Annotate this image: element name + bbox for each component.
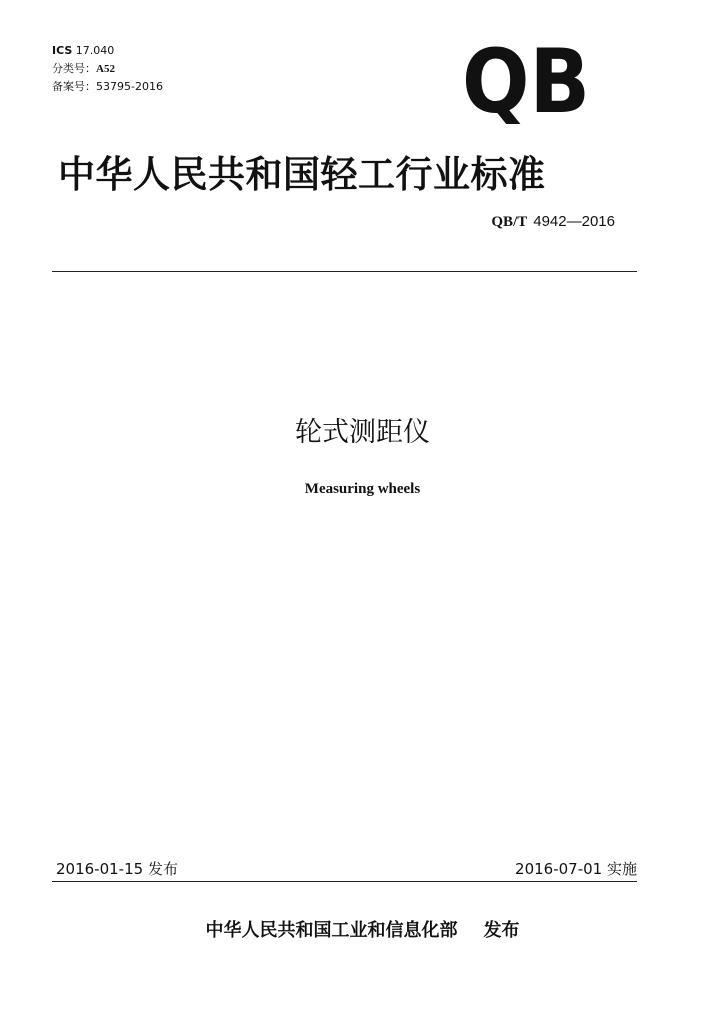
qb-logo-text: QB xyxy=(462,40,590,124)
issue-date: 2016-01-15 发布 xyxy=(56,860,178,878)
record-row xyxy=(52,78,163,96)
issuing-body-title: 中华人民共和国轻工行业标准 xyxy=(58,153,546,196)
classification-value: A52 xyxy=(96,63,115,75)
record-label: 备案号： xyxy=(52,80,96,93)
classification-row xyxy=(52,60,163,78)
bottom-divider xyxy=(52,881,637,882)
qb-logo xyxy=(462,40,592,124)
standard-title-english: Measuring wheels xyxy=(304,481,421,497)
standard-prefix: QB/T xyxy=(491,214,528,230)
standard-title-chinese: 轮式测距仪 xyxy=(295,417,430,448)
implementation-date: 2016-07-01 实施 xyxy=(515,860,637,878)
ics-row xyxy=(52,42,163,60)
document-metadata xyxy=(52,42,163,96)
publisher-name: 中华人民共和国工业和信息化部 xyxy=(205,920,458,941)
publisher-label: 发布 xyxy=(483,920,520,941)
publisher-line xyxy=(0,916,725,942)
ics-value: 17.040 xyxy=(75,44,115,57)
classification-label: 分类号： xyxy=(52,62,96,75)
record-value: 53795-2016 xyxy=(96,80,163,93)
ics-label: ICS xyxy=(52,44,73,57)
standard-code: 4942—2016 xyxy=(533,213,615,230)
standard-number xyxy=(491,212,615,231)
top-divider xyxy=(52,271,637,272)
